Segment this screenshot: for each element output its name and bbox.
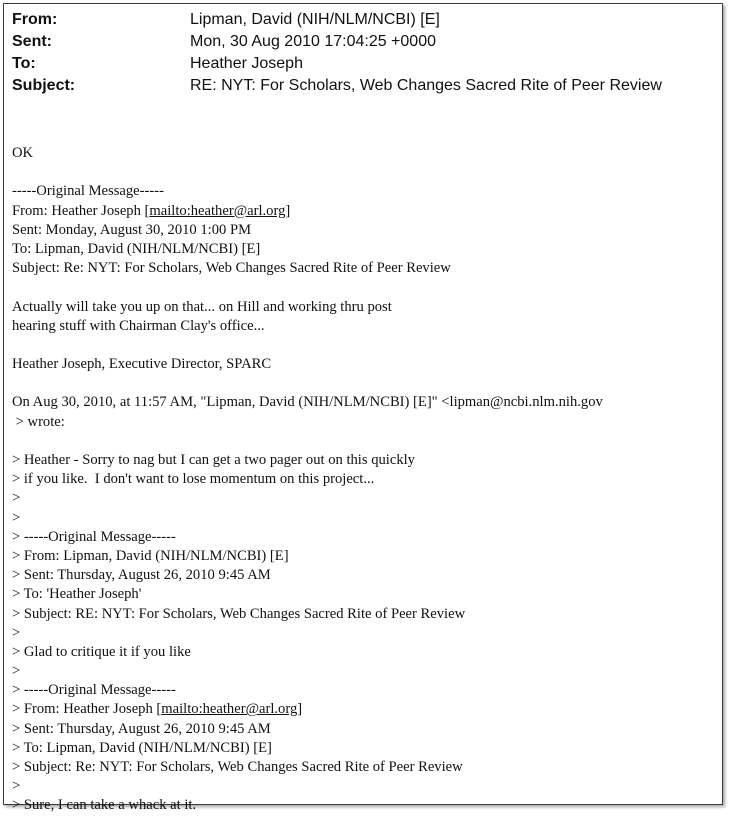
original-sent-line: Sent: Monday, August 30, 2010 1:00 PM [12,221,252,238]
quoted-line: > Heather - Sorry to nag but I can get a two pager out on this quickly [12,452,415,468]
quoted-line: > Subject: RE: NYT: For Scholars, Web Changes Sacred Rite of Peer Review [12,605,466,622]
quoted-line: > Sure, I can take a whack at it. [12,797,197,814]
sent-value: Mon, 30 Aug 2010 17:04:25 +0000 [190,33,436,50]
attribution-line: > wrote: [12,413,65,430]
original-from-line [12,202,712,221]
quoted-from-suffix: ] [297,701,303,718]
sent-label: Sent: [12,33,52,50]
original-from-suffix: ] [285,202,291,219]
email-body [12,144,712,816]
original-from-prefix: From: Heather Joseph [ [12,202,150,219]
quoted-line: > Subject: Re: NYT: For Scholars, Web Changes Sacred Rite of Peer Review [12,759,463,775]
quoted-line: > To: 'Heather Joseph' [12,586,142,603]
reply-text: OK [12,145,34,161]
quoted-line: > if you like. I don't want to lose momentum on this project... [12,471,375,488]
quoted-line: > [12,490,21,507]
quoted-line: > To: Lipman, David (NIH/NLM/NCBI) [E] [12,739,272,756]
signature-line: Heather Joseph, Executive Director, SPARC [12,356,272,373]
quoted-from-prefix: > From: Heather Joseph [ [12,701,162,718]
quoted-line: > -----Original Message----- [12,682,176,699]
quoted-from-line [12,700,712,719]
quoted-line: > [12,663,21,680]
quoted-line: > [12,778,21,795]
quoted-line: > Sent: Thursday, August 26, 2010 9:45 AM [12,567,271,584]
quoted-line: > Sent: Thursday, August 26, 2010 9:45 AM [12,720,271,737]
from-label: From: [12,11,58,28]
to-label: To: [12,55,36,72]
subject-value: RE: NYT: For Scholars, Web Changes Sacred Rite of Peer Review [190,77,662,94]
mailto-link[interactable]: mailto:heather@arl.org [161,701,298,718]
quoted-line: > Glad to critique it if you like [12,643,191,660]
quoted-line: > [12,509,21,526]
mailto-link[interactable]: mailto:heather@arl.org [149,202,286,219]
message-paragraph-line: hearing stuff with Chairman Clay's office... [12,317,265,334]
email-document [3,3,723,814]
original-subject-line: Subject: Re: NYT: For Scholars, Web Changes Sacred Rite of Peer Review [12,260,451,277]
attribution-line: On Aug 30, 2010, at 11:57 AM, "Lipman, David (NIH/NLM/NCBI) [E]" <lipman@ncbi.nlm.nih.gov [12,394,603,411]
subject-label: Subject: [12,77,76,94]
to-value: Heather Joseph [190,55,303,72]
quoted-line: > From: Lipman, David (NIH/NLM/NCBI) [E] [12,547,289,564]
message-paragraph-line: Actually will take you up on that... on Hill and working thru post [12,298,392,315]
quoted-line: > [12,624,21,641]
original-to-line: To: Lipman, David (NIH/NLM/NCBI) [E] [12,240,261,257]
from-value: Lipman, David (NIH/NLM/NCBI) [E] [190,11,440,28]
original-message-marker: -----Original Message----- [12,183,164,200]
quoted-line: > -----Original Message----- [12,528,176,545]
